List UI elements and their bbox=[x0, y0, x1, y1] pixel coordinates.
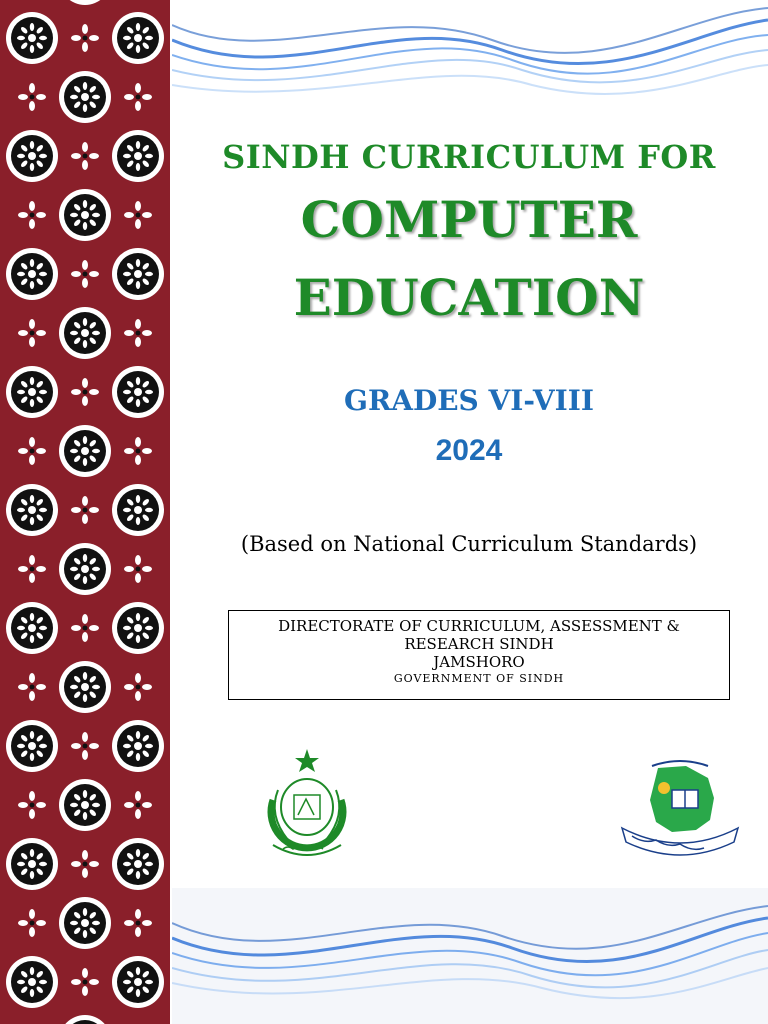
publisher-line-2: RESEARCH SINDH bbox=[404, 635, 554, 653]
title-line-2: COMPUTER bbox=[300, 190, 638, 249]
year-label: 2024 bbox=[435, 434, 503, 467]
title-line-1: SINDH CURRICULUM FOR bbox=[222, 138, 716, 176]
ajrak-pattern-sidebar bbox=[0, 0, 170, 1024]
cover-content bbox=[170, 0, 768, 1024]
title-line-3: EDUCATION bbox=[293, 268, 645, 327]
grades-label: GRADES VI-VIII bbox=[344, 384, 594, 417]
publisher-line-4: GOVERNMENT OF SINDH bbox=[393, 672, 565, 685]
basis-note: (Based on National Curriculum Standards) bbox=[240, 532, 698, 556]
publisher-line-3: JAMSHORO bbox=[433, 653, 525, 671]
bottom-wave-decoration bbox=[172, 888, 768, 1024]
dcar-sindh-logo bbox=[616, 758, 744, 860]
publisher-box bbox=[228, 610, 730, 700]
government-of-sindh-emblem bbox=[248, 745, 366, 865]
publisher-line-1: DIRECTORATE OF CURRICULUM, ASSESSMENT & bbox=[278, 617, 680, 635]
